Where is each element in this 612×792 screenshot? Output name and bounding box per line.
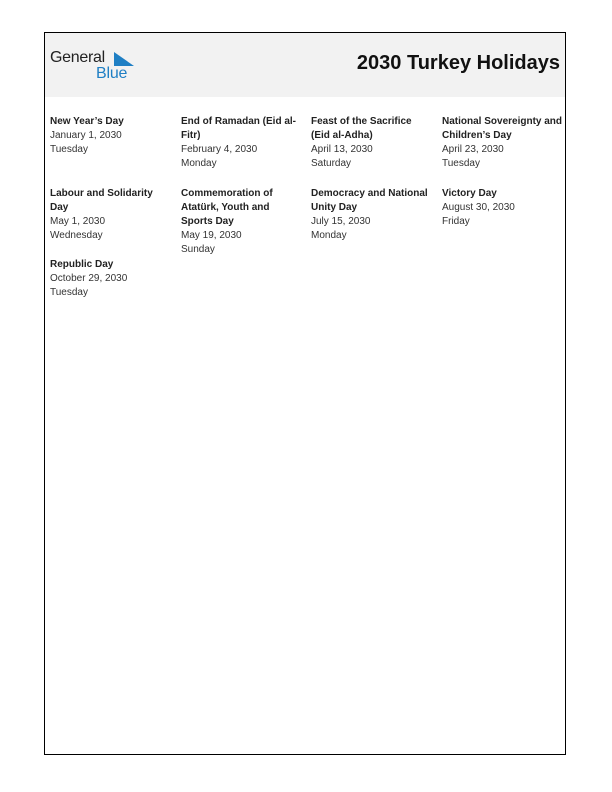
holiday-weekday: Tuesday: [442, 158, 480, 169]
holiday-date: October 29, 2030: [50, 273, 128, 284]
holiday-date: July 15, 2030: [311, 216, 371, 227]
holiday-weekday: Sunday: [181, 244, 215, 255]
holiday-date: May 1, 2030: [50, 216, 106, 227]
holiday-date: April 23, 2030: [442, 144, 504, 155]
holiday-weekday: Tuesday: [50, 144, 88, 155]
logo-triangle-icon: [114, 52, 134, 66]
generalblue-logo: [50, 49, 140, 83]
holiday-name: End of Ramadan (Eid al-Fitr): [181, 116, 297, 141]
holiday-name: New Year’s Day: [50, 116, 124, 127]
holiday-name: Labour and Solidarity Day: [50, 188, 153, 213]
calendar-page: [44, 32, 566, 755]
logo-text-blue: Blue: [96, 65, 128, 82]
holiday-name: Republic Day: [50, 259, 114, 270]
holiday-date: April 13, 2030: [311, 144, 373, 155]
holiday-weekday: Monday: [181, 158, 217, 169]
holiday-name: Commemoration of Atatürk, Youth and Sports Day: [181, 188, 273, 227]
holiday-weekday: Wednesday: [50, 230, 103, 241]
header-band: [45, 33, 565, 97]
holiday-weekday: Monday: [311, 230, 347, 241]
holiday-weekday: Saturday: [311, 158, 352, 169]
holiday-item: [181, 115, 303, 171]
holiday-name: National Sovereignty and Children’s Day: [442, 116, 563, 141]
holiday-item: [442, 187, 564, 229]
logo-text-general: General: [50, 49, 105, 66]
holiday-weekday: Friday: [442, 216, 470, 227]
holiday-name: Democracy and National Unity Day: [311, 188, 428, 213]
holiday-date: January 1, 2030: [50, 130, 122, 141]
holiday-item: [442, 115, 564, 171]
holiday-item: [50, 187, 172, 243]
holiday-item: [181, 187, 303, 257]
holiday-item: [311, 115, 433, 171]
page-title: 2030 Turkey Holidays: [356, 52, 560, 74]
holiday-date: February 4, 2030: [181, 144, 258, 155]
holiday-weekday: Tuesday: [50, 287, 88, 298]
holiday-item: [311, 187, 433, 243]
holiday-item: [50, 258, 172, 300]
holiday-date: August 30, 2030: [442, 202, 515, 213]
holiday-date: May 19, 2030: [181, 230, 242, 241]
holiday-item: [50, 115, 172, 157]
holiday-name: Feast of the Sacrifice (Eid al-Adha): [311, 116, 412, 141]
holiday-name: Victory Day: [442, 188, 497, 199]
